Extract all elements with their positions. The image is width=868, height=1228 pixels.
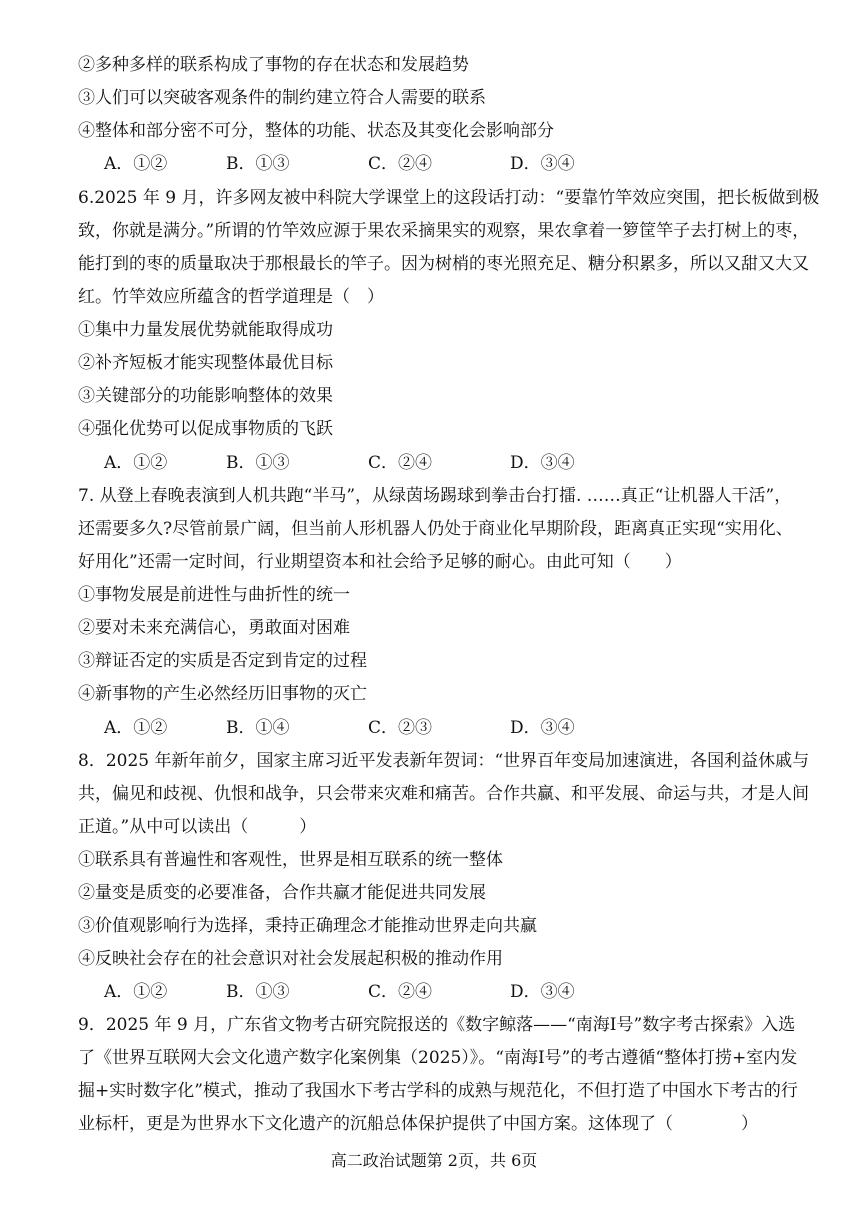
q8-item-4: ④反映社会存在的社会意识对社会发展起积极的推动作用 bbox=[78, 949, 503, 969]
q8-stem-line-2: 共，偏见和歧视、仇恨和战争，只会带来灾难和痛苦。合作共赢、和平发展、命运与共，才是人间 bbox=[78, 784, 809, 804]
q6-options bbox=[104, 452, 704, 474]
q8-item-2: ②量变是质变的必要准备，合作共赢才能促进共同发展 bbox=[78, 883, 486, 903]
q6-stem-line-3: 能打到的枣的质量取决于那根最长的竿子。因为树梢的枣光照充足、糖分积累多，所以又甜又大又 bbox=[78, 254, 809, 274]
q7-item-2: ②要对未来充满信心，勇敢面对困难 bbox=[78, 618, 350, 638]
q7-stem-line-3: 好用化”还需一定时间，行业期望资本和社会给予足够的耐心。由此可知（ ） bbox=[78, 552, 682, 572]
q6-item-2: ②补齐短板才能实现整体最优目标 bbox=[78, 353, 333, 373]
q9-stem-line-3: 掘+实时数字化”模式，推动了我国水下考古学科的成熟与规范化，不但打造了中国水下考古的行 bbox=[78, 1081, 798, 1101]
q7-options bbox=[104, 717, 704, 739]
q7-option-d: D．③④ bbox=[510, 718, 575, 738]
q7-option-a: A．①② bbox=[104, 718, 168, 738]
q6-option-d: D．③④ bbox=[510, 453, 575, 473]
q9-stem-line-4: 业标杆，更是为世界水下文化遗产的沉船总体保护提供了中国方案。这体现了（ ） bbox=[78, 1114, 758, 1134]
q5-item-4: ④整体和部分密不可分，整体的功能、状态及其变化会影响部分 bbox=[78, 121, 554, 141]
q7-option-c: C．②③ bbox=[368, 718, 433, 738]
q8-stem-line-3: 正道。”从中可以读出（ ） bbox=[78, 817, 317, 837]
q8-options bbox=[104, 981, 704, 1003]
q7-option-b: B．①④ bbox=[226, 718, 290, 738]
q7-item-3: ③辩证否定的实质是否定到肯定的过程 bbox=[78, 651, 367, 671]
q9-stem-line-2: 了《世界互联网大会文化遗产数字化案例集（2025）》。“南海Ⅰ号”的考古遵循“整体打捞+室内发 bbox=[78, 1048, 798, 1068]
q6-option-a: A．①② bbox=[104, 453, 168, 473]
q7-stem-line-2: 还需要多久?尽管前景广阔，但当前人形机器人仍处于商业化早期阶段，距离真正实现“实用化、 bbox=[78, 519, 793, 539]
q9-stem-line-1: 9．2025 年 9 月，广东省文物考古研究院报送的《数字鲸落——“南海Ⅰ号”数字考古探索》入选 bbox=[78, 1015, 796, 1035]
q8-stem-line-1: 8．2025 年新年前夕，国家主席习近平发表新年贺词：“世界百年变局加速演进，各国利益休戚与 bbox=[78, 751, 810, 771]
q8-option-a: A．①② bbox=[104, 982, 168, 1002]
page-footer: 高二政治试题第 2页，共 6页 bbox=[330, 1151, 538, 1170]
q5-option-c: C．②④ bbox=[368, 154, 433, 174]
q6-option-c: C．②④ bbox=[368, 453, 433, 473]
q7-item-1: ①事物发展是前进性与曲折性的统一 bbox=[78, 585, 350, 605]
q8-item-1: ①联系具有普遍性和客观性，世界是相互联系的统一整体 bbox=[78, 850, 503, 870]
q6-option-b: B．①③ bbox=[226, 453, 290, 473]
q8-option-d: D．③④ bbox=[510, 982, 575, 1002]
q5-item-3: ③人们可以突破客观条件的制约建立符合人需要的联系 bbox=[78, 88, 486, 108]
q8-item-3: ③价值观影响行为选择，秉持正确理念才能推动世界走向共赢 bbox=[78, 916, 537, 936]
q6-stem-line-4: 红。竹竿效应所蕴含的哲学道理是（ ） bbox=[78, 287, 384, 307]
q7-item-4: ④新事物的产生必然经历旧事物的灭亡 bbox=[78, 684, 367, 704]
q6-stem-line-2: 致，你就是满分。”所谓的竹竿效应源于果农采摘果实的观察，果农拿着一箩筐竿子去打树上的枣， bbox=[78, 221, 810, 241]
q5-option-a: A．①② bbox=[104, 154, 168, 174]
q8-option-b: B．①③ bbox=[226, 982, 290, 1002]
q5-options bbox=[104, 153, 704, 175]
q5-option-b: B．①③ bbox=[226, 154, 290, 174]
q6-item-3: ③关键部分的功能影响整体的效果 bbox=[78, 386, 333, 406]
q6-item-1: ①集中力量发展优势就能取得成功 bbox=[78, 320, 333, 340]
q6-item-4: ④强化优势可以促成事物质的飞跃 bbox=[78, 419, 333, 439]
q5-option-d: D．③④ bbox=[510, 154, 575, 174]
q7-stem-line-1: 7. 从登上春晚表演到人机共跑“半马”，从绿茵场踢球到拳击台打擂. ……真正“让机器人干活”， bbox=[78, 486, 792, 506]
q5-item-2: ②多种多样的联系构成了事物的存在状态和发展趋势 bbox=[78, 55, 469, 75]
q8-option-c: C．②④ bbox=[368, 982, 433, 1002]
q6-stem-line-1: 6.2025 年 9 月，许多网友被中科院大学课堂上的这段话打动：“要靠竹竿效应突围，把长板做到极 bbox=[78, 188, 820, 208]
